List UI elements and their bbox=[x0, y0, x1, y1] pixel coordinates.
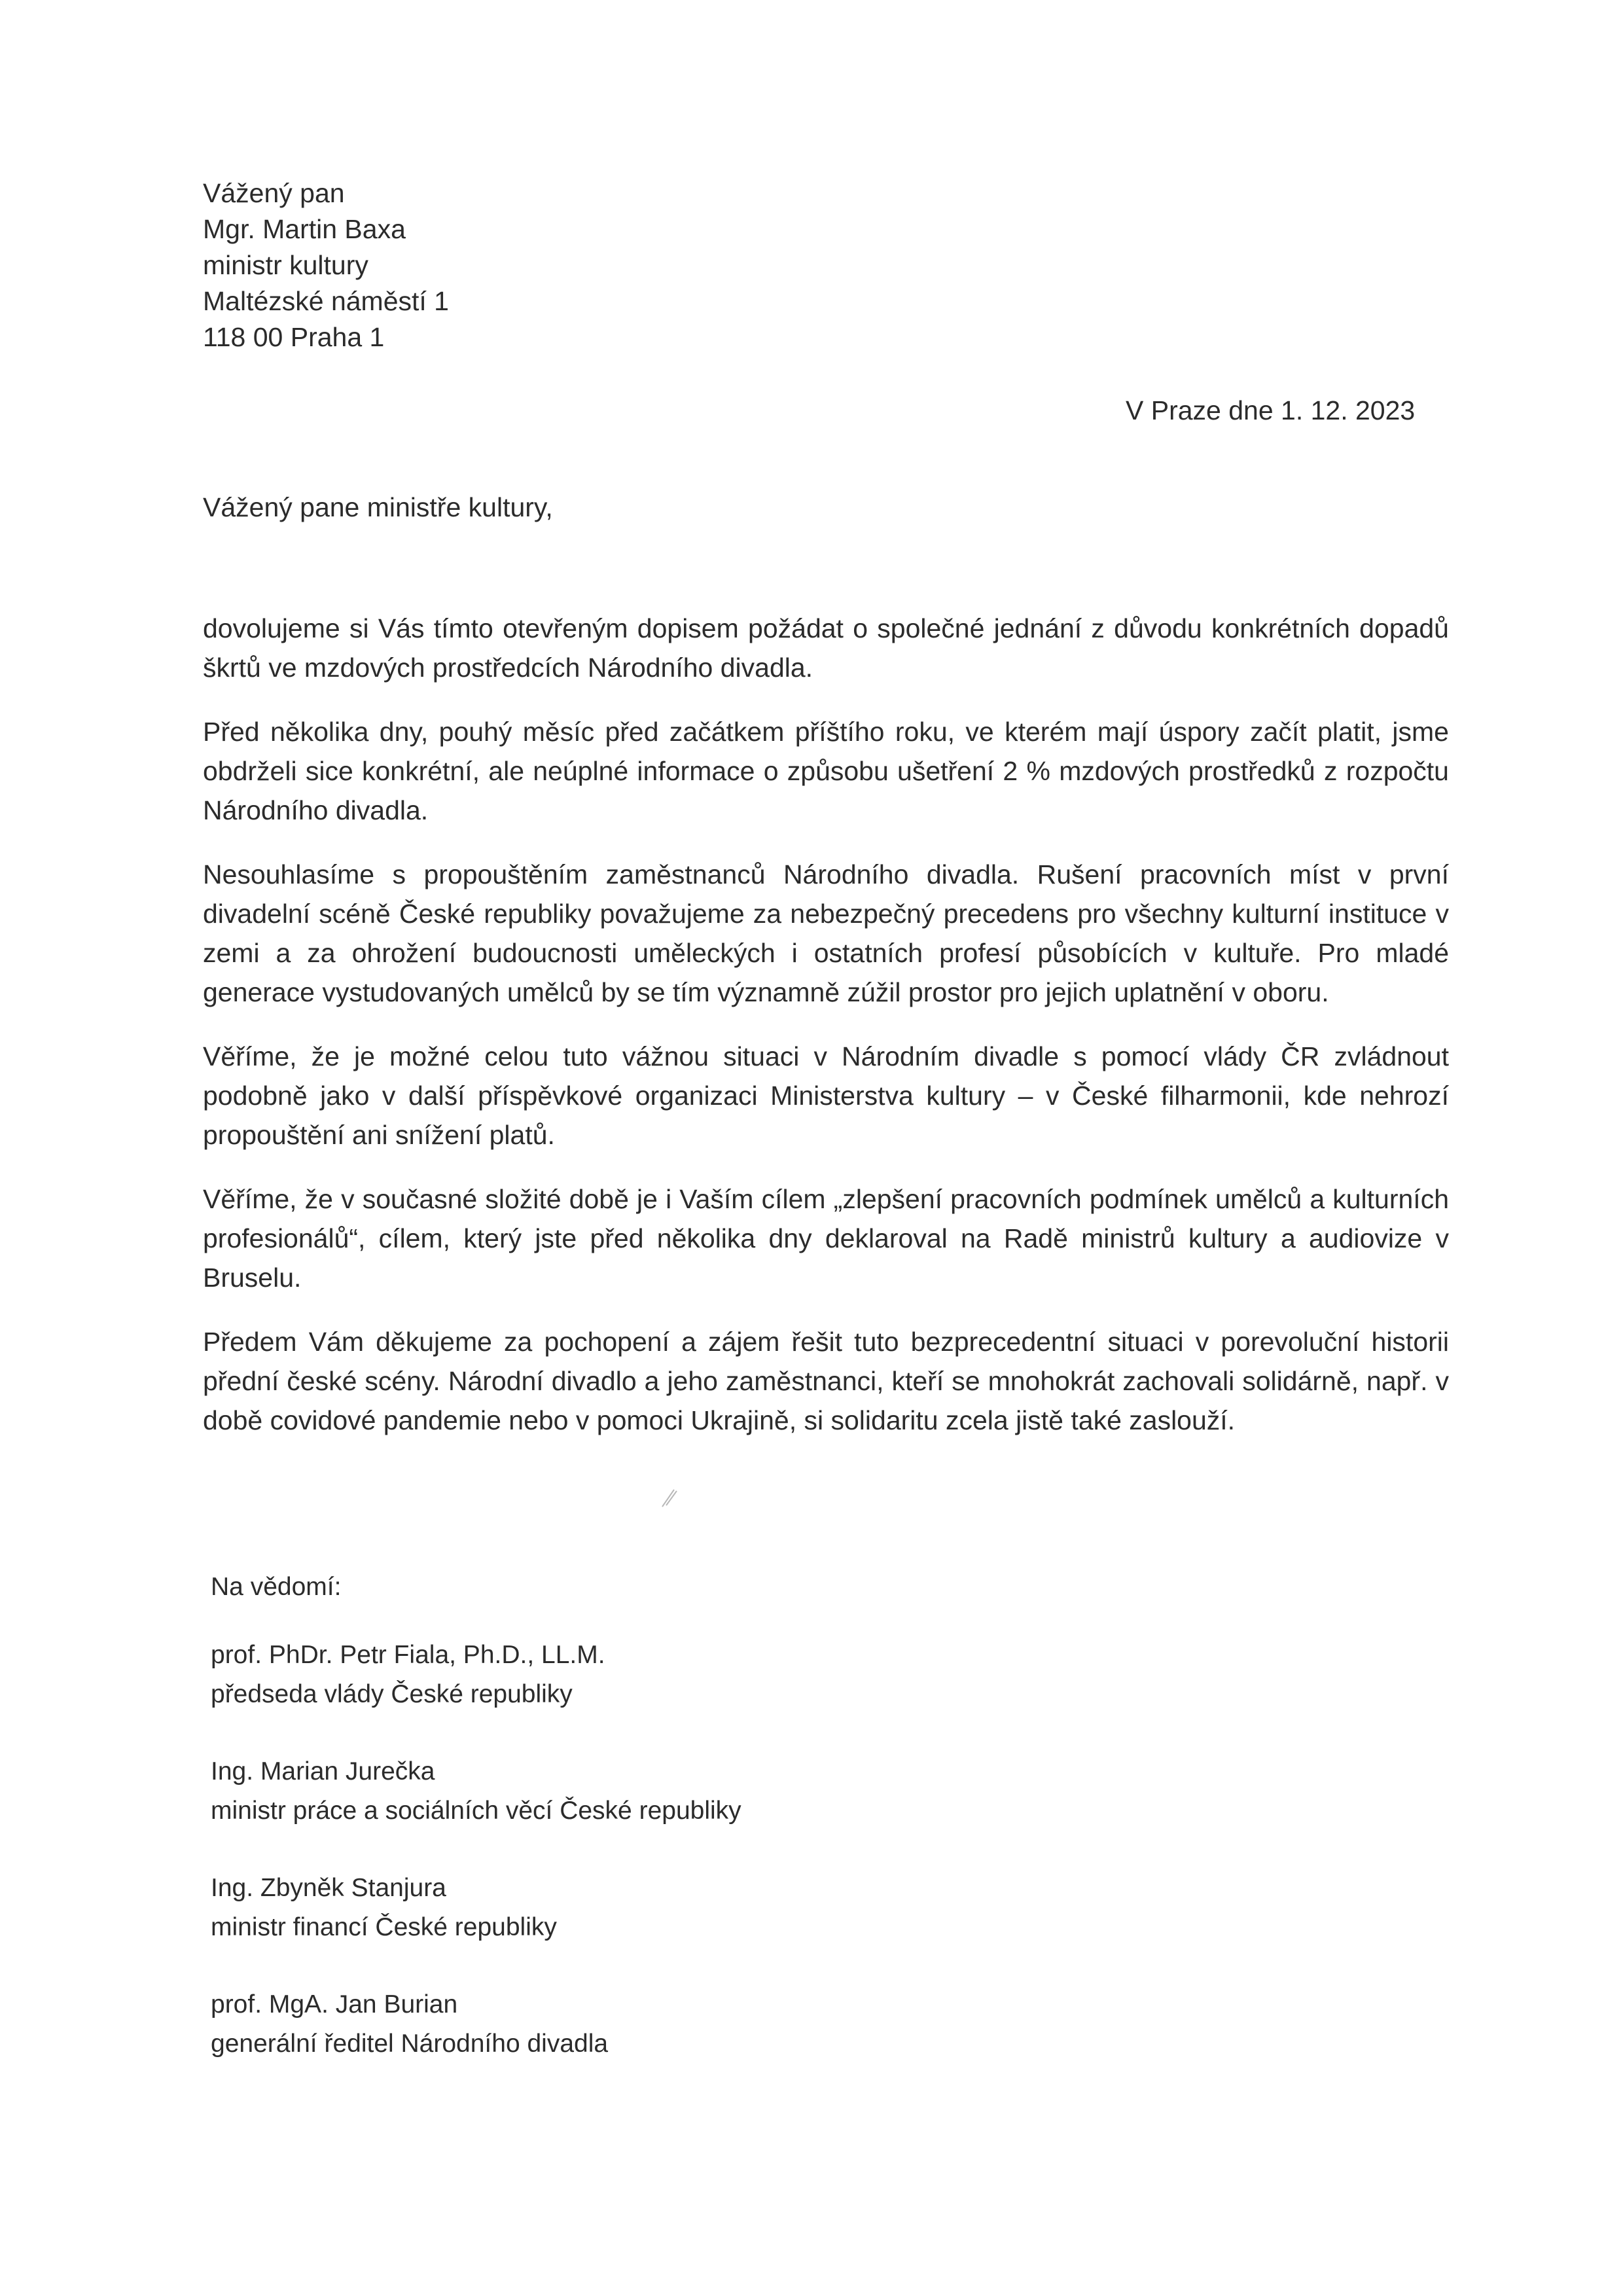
copy-to-entry bbox=[211, 1985, 741, 2064]
recipient-line: ministr kultury bbox=[203, 250, 368, 280]
copy-to-name: Ing. Zbyněk Stanjura bbox=[211, 1874, 446, 1902]
copy-to-title: Na vědomí: bbox=[211, 1573, 342, 1601]
copy-to-role: generální ředitel Národního divadla bbox=[211, 2030, 609, 2058]
salutation: Vážený pane ministře kultury, bbox=[203, 492, 553, 522]
body-paragraph: Před několika dny, pouhý měsíc před začátkem příštího roku, ve kterém mají úspory začít platit, jsme obdrželi sice konkrétní, ale neúplné informace o způsobu ušetření 2 % mzdových prostředků z rozpočtu Národního divadla. bbox=[203, 717, 1449, 825]
body-paragraph: Věříme, že v současné složité době je i Vaším cílem „zlepšení pracovních podmínek umělců a kulturních profesionálů“, cílem, který jste před několika dny deklaroval na Radě ministrů kultury a audiovize v Bruselu. bbox=[203, 1184, 1449, 1293]
copy-to-name: prof. PhDr. Petr Fiala, Ph.D., LL.M. bbox=[211, 1641, 605, 1669]
pen-mark bbox=[660, 1486, 679, 1509]
recipient-line: Mgr. Martin Baxa bbox=[203, 214, 406, 244]
recipient-address bbox=[203, 175, 449, 355]
copy-to-entry bbox=[211, 1752, 741, 1831]
copy-to-name: Ing. Marian Jurečka bbox=[211, 1757, 435, 1785]
recipient-line: 118 00 Praha 1 bbox=[203, 322, 385, 352]
recipient-line: Maltézské náměstí 1 bbox=[203, 286, 449, 316]
recipient-line: Vážený pan bbox=[203, 178, 345, 208]
body-paragraph: dovolujeme si Vás tímto otevřeným dopisem požádat o společné jednání z důvodu konkrétních dopadů škrtů ve mzdových prostředcích Národního divadla. bbox=[203, 613, 1449, 683]
letter-body bbox=[203, 609, 1449, 1465]
copy-to-entry bbox=[211, 1869, 741, 1947]
copy-to-name: prof. MgA. Jan Burian bbox=[211, 1990, 458, 2018]
body-paragraph: Předem Vám děkujeme za pochopení a zájem řešit tuto bezprecedentní situaci v porevoluční historii přední české scény. Národní divadlo a jeho zaměstnanci, kteří se mnohokrát zachovali solidárně, např. v době covidové pandemie nebo v pomoci Ukrajině, si solidaritu zcela jistě také zaslouží. bbox=[203, 1327, 1449, 1435]
body-paragraph: Nesouhlasíme s propouštěním zaměstnanců Národního divadla. Rušení pracovních míst v první divadelní scéně České republiky považujeme za nebezpečný precedens pro všechny kulturní instituce v zemi a za ohrožení budoucnosti uměleckých i ostatních profesí působících v kultuře. Pro mladé generace vystudovaných umělců by se tím významně zúžil prostor pro jejich uplatnění v oboru. bbox=[203, 859, 1449, 1007]
body-paragraph: Věříme, že je možné celou tuto vážnou situaci v Národním divadle s pomocí vlády ČR zvládnout podobně jako v další příspěvkové organizaci Ministerstva kultury – v České filharmonii, kde nehrozí propouštění ani snížení platů. bbox=[203, 1041, 1449, 1150]
letter-date: V Praze dne 1. 12. 2023 bbox=[1126, 395, 1416, 425]
copy-to-role: ministr práce a sociálních věcí České republiky bbox=[211, 1797, 741, 1825]
copy-to-section bbox=[211, 1568, 741, 2102]
copy-to-entry bbox=[211, 1636, 741, 1714]
copy-to-role: ministr financí České republiky bbox=[211, 1913, 557, 1941]
copy-to-role: předseda vlády České republiky bbox=[211, 1680, 573, 1708]
